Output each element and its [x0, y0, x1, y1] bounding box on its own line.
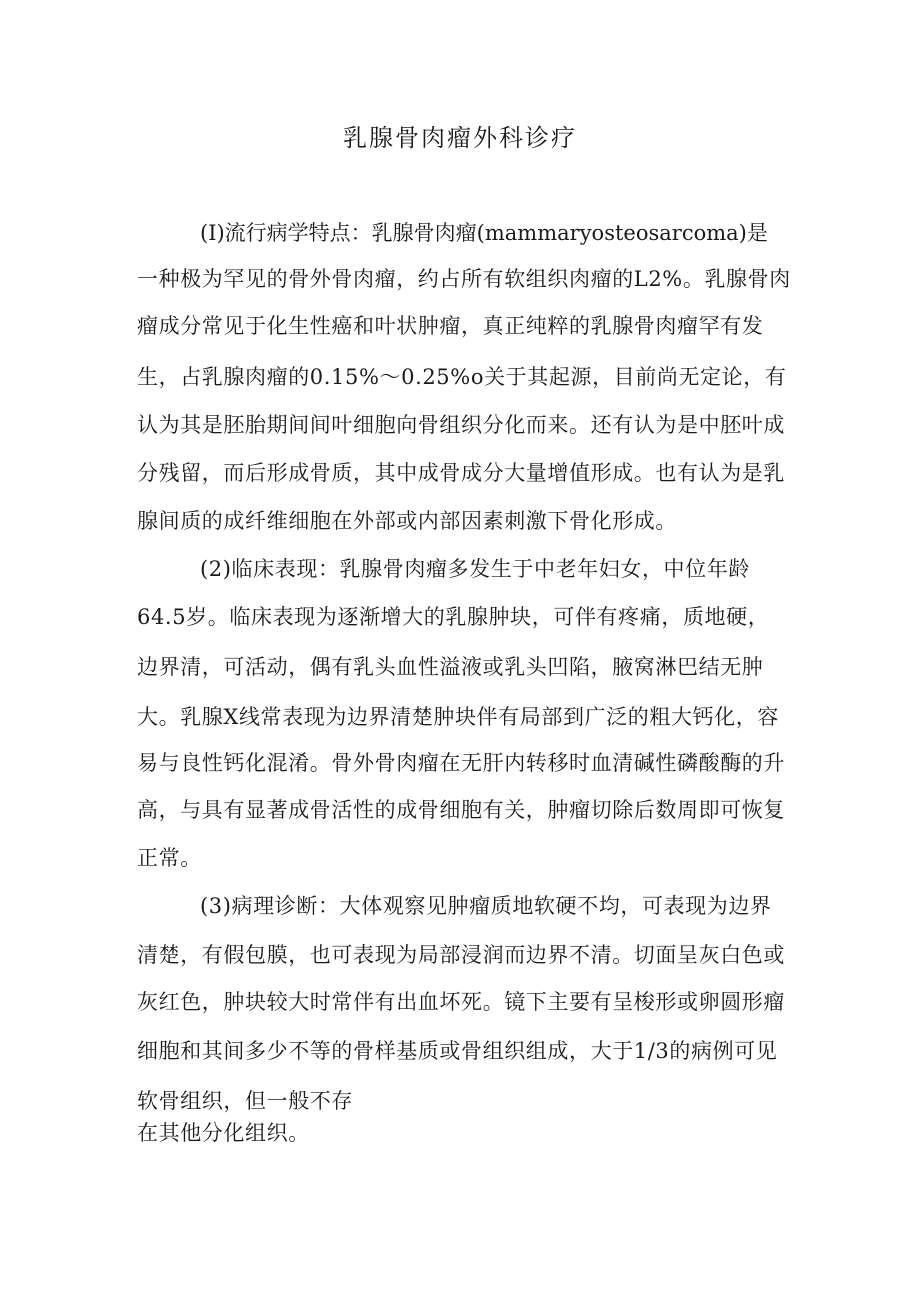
text-line: (I)流行病学特点：乳腺骨肉瘤(mammaryosteosarcoma)是 [200, 221, 768, 245]
text-line: 清楚，有假包膜，也可表现为局部浸润而边界不清。切面呈灰白色或 [137, 943, 785, 967]
text-line: (3)病理诊断：大体观察见肿瘤质地软硬不均，可表现为边界 [200, 894, 772, 918]
text-line: 认为其是胚胎期间间叶细胞向骨组织分化而来。还有认为是中胚叶成 [137, 413, 785, 437]
text-line: 软骨组织，但一般不存 [137, 1089, 353, 1113]
text-line: 腺间质的成纤维细胞在外部或内部因素刺激下骨化形成。 [137, 509, 677, 533]
text-line: 正常。 [137, 846, 202, 870]
text-line: 瘤成分常见于化生性癌和叶状肿瘤，真正纯粹的乳腺骨肉瘤罕有发 [137, 314, 764, 338]
text-line: 大。乳腺X线常表现为边界清楚肿块伴有局部到广泛的粗大钙化，容 [137, 705, 779, 729]
text-line: 一种极为罕见的骨外骨肉瘤，约占所有软组织肉瘤的L2%。乳腺骨肉 [137, 267, 791, 291]
text-line: (2)临床表现：乳腺骨肉瘤多发生于中老年妇女，中位年龄 [200, 557, 750, 581]
text-line: 易与良性钙化混淆。骨外骨肉瘤在无肝内转移时血清碱性磷酸酶的升 [137, 751, 785, 775]
text-line: 边界清，可活动，偶有乳头血性溢液或乳头凹陷，腋窝淋巴结无肿 [137, 655, 764, 679]
text-line: 分残留，而后形成骨质，其中成骨成分大量增值形成。也有认为是乳 [137, 461, 785, 485]
text-line: 高，与具有显著成骨活性的成骨细胞有关，肿瘤切除后数周即可恢复 [137, 798, 785, 822]
text-line: 细胞和其间多少不等的骨样基质或骨组织组成，大于1/3的病例可见 [137, 1039, 778, 1063]
text-line: 灰红色，肿块较大时常伴有出血坏死。镜下主要有呈梭形或卵圆形瘤 [137, 990, 785, 1014]
text-line: 生，占乳腺肉瘤的0.15%～0.25%o关于其起源，目前尚无定论，有 [137, 365, 787, 389]
document-title: 乳腺骨肉瘤外科诊疗 [343, 124, 577, 152]
text-line: 在其他分化组织。 [137, 1121, 310, 1145]
text-line: 64.5岁。临床表现为逐渐增大的乳腺肿块，可伴有疼痛，质地硬， [137, 605, 770, 629]
